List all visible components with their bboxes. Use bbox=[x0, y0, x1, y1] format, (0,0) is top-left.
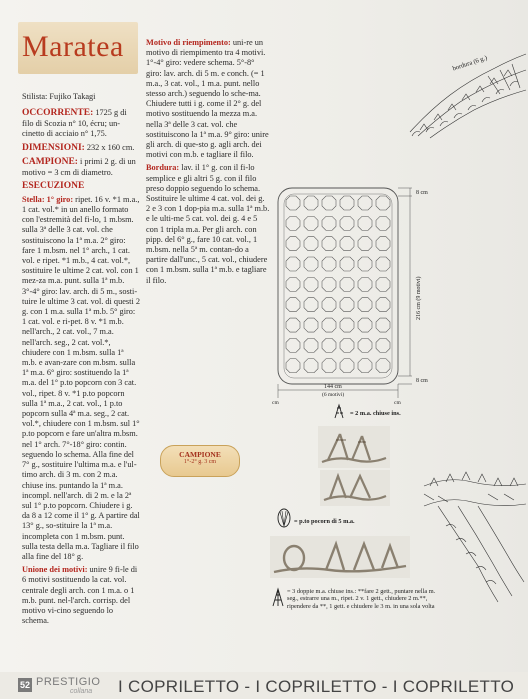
legend-3dma: = 3 doppie m.a. chiuse ins.: **fare 2 gett., puntare nella m. seg., estrarre una m., ripet. 2 v. 1 gett., chiudere 2 m.**, ripendere da **, 1 gett. e chiudere le 3 m. in una sola volta bbox=[287, 588, 436, 610]
dim-width: 144 cm bbox=[324, 384, 342, 390]
dimensioni-paragraph: DIMENSIONI: 232 x 160 cm. bbox=[22, 142, 135, 153]
motif-octagon bbox=[322, 237, 336, 251]
motif-octagon bbox=[358, 196, 372, 210]
motif-octagon bbox=[376, 338, 390, 352]
motif-octagon bbox=[304, 257, 318, 271]
motif-octagon bbox=[358, 277, 372, 291]
campione-paragraph: CAMPIONE: i primi 2 g. di un motivo = 3 cm di diametro. bbox=[22, 156, 136, 177]
motif-octagon bbox=[358, 216, 372, 230]
motif-octagon bbox=[304, 216, 318, 230]
motif-octagon bbox=[358, 338, 372, 352]
cm-right: cm bbox=[394, 400, 401, 406]
motif-octagon bbox=[358, 237, 372, 251]
legend-2ma: = 2 m.a. chiuse ins. bbox=[350, 410, 401, 417]
bordura-diagram-top bbox=[400, 40, 528, 140]
motif-octagon bbox=[358, 359, 372, 373]
stitch-symbol-3dma bbox=[270, 586, 286, 608]
motif-octagon bbox=[358, 257, 372, 271]
motif-octagon bbox=[286, 298, 300, 312]
left-column bbox=[22, 92, 140, 629]
motif-octagon bbox=[286, 359, 300, 373]
motif-octagon bbox=[322, 277, 336, 291]
esecuzione-heading: ESECUZIONE bbox=[22, 180, 85, 191]
motif-octagon bbox=[340, 318, 354, 332]
bordura-label: bordura (6 g.) bbox=[451, 54, 489, 73]
motif-octagon bbox=[304, 359, 318, 373]
motif-octagon bbox=[286, 338, 300, 352]
motif-octagon bbox=[376, 359, 390, 373]
motif-octagon bbox=[376, 298, 390, 312]
riempimento-paragraph: Motivo di riempimento: uni-re un motivo di riempimento tra 4 motivi. 1°-4° giro: vedere schema. 5°-8° giro: lav. arch. di 5 m. e conch. (= 1 m.a., 3 cat. vol., 1 m.a. punt. nello stesso arch.) seguendo lo sche-ma. Chiudere tutti i g. come il 2° g. del motivo sostituendo la mezza m.a. nella 3ª delle 3 cat. vol. che sostituiscono la 1ª m.a. 9° giro: unire gli arch. di que-sto g. agli arch. dei motivi con m.b. e tagliare il filo. bbox=[146, 38, 269, 160]
motif-octagon bbox=[304, 318, 318, 332]
dim-top: 8 cm bbox=[416, 190, 428, 196]
motif-octagon bbox=[286, 216, 300, 230]
motif-octagon bbox=[376, 277, 390, 291]
bordura-diagram-right bbox=[418, 466, 528, 606]
unione-paragraph: Unione dei motivi: unire 9 fi-le di 6 motivi sostituendo la cat. vol. centrale degli arch. con 1 m.a. o 1 m.b. punt. nel-l'arch. corrisp. del motivo vi-cino seguendo lo schema. bbox=[22, 565, 138, 626]
legend-popcorn: = p.to pocorn di 5 m.a. bbox=[294, 518, 355, 525]
stella-paragraph: Stella: 1° giro: ripet. 16 v. *1 m.a., 1 cat. vol.* in un anello formato con l'estremità del fi-lo, 1 m.bsm. sulla 3ª delle 3 cat. vol. che sostituiscono la 1ª m.a. 2° giro: fare 1 m.bsm. nel 1° arch., 1 cat. vol. e ripet. *1 m.b., 4 cat. vol.*, sostituire le ultime 2 cat. vol. con 1 mez-za m.a. punt. sulla 1ª m.b. 3°-4° giro: lav. arch. di 5 m., sosti-tuire le ultime 3 cat. vol. di questi 2 g. con 1 m.a. sulla 1ª m.b. 5° giro: 1 cat. vol. e ri-pet. 8 v. *1 m.b. nell'arch., 2 cat. vol., 7 m.a. nell'arch. seg., 2 cat. vol.*, chiudere con 1 m.bsm. sulla 1ª m.b. e avan-zare con m.bsm. sulla 1ª m.a. 6° giro: sostituendo la 1ª m.a. del 1° p.to popcorn con 3 cat. vol., ripet. 8 v. *1 p.to popcorn sulla 1ª m.a., 2 cat. vol., 1 p.to popcorn sulla 4ª m.a. seg., 2 cat. vol.*, chiudere con 1 m.bsm. sul 1° p.to popcorn e fare un'altra m.bsm. nel 1° arch. 7°-18° giro: contin. seguendo lo schema. Alla fine del 7° g., sostituire l'ultima m.a. e l'ul-timo arch. di 3 m. con 2 m.a. chiuse ins. puntando la 1ª m.a. incompl. nell'arch. di 2 m. e la 2ª sul 1° p.to popcorn. Chiudere i g. da 8 a 12 come il 1° g. A partire dal 13° g., so-stituire la 1ª m.a. incompleta con 1 m.bsm. punt. sulla testa della m.a. Tagliare il filo alla fine del 18° g. bbox=[22, 194, 140, 561]
motif-octagon bbox=[322, 359, 336, 373]
brand-sub: collana bbox=[70, 688, 93, 695]
page-number: 52 bbox=[19, 680, 30, 690]
dim-bottom-right: 8 cm bbox=[416, 378, 428, 384]
stitch-photo-3 bbox=[270, 536, 410, 578]
motif-octagon bbox=[340, 257, 354, 271]
motif-octagon bbox=[322, 216, 336, 230]
motif-octagon bbox=[376, 318, 390, 332]
footer-running-title: I COPRILETTO - I COPRILETTO - I COPRILETTO bbox=[118, 677, 515, 696]
cm-left: cm bbox=[272, 400, 279, 406]
motif-octagon bbox=[340, 196, 354, 210]
bedspread-diagram bbox=[258, 180, 448, 410]
middle-column bbox=[146, 38, 270, 289]
dim-width-sub: (6 motivi) bbox=[322, 392, 345, 398]
stitch-photo-1 bbox=[318, 426, 390, 468]
pattern-title: Maratea bbox=[22, 30, 124, 63]
motif-octagon bbox=[340, 216, 354, 230]
motif-octagon bbox=[376, 196, 390, 210]
motif-octagon bbox=[376, 237, 390, 251]
motif-octagon bbox=[304, 237, 318, 251]
dim-right: 216 cm (9 motivi) bbox=[416, 276, 422, 320]
motif-octagon bbox=[322, 298, 336, 312]
popcorn-icon bbox=[276, 508, 292, 532]
motif-octagon bbox=[304, 277, 318, 291]
motif-octagon bbox=[286, 196, 300, 210]
motif-octagon bbox=[304, 298, 318, 312]
stitch-photo-2 bbox=[320, 470, 390, 506]
motif-octagon bbox=[358, 318, 372, 332]
bordura-paragraph: Bordura: lav. il 1° g. con il fi-lo semplice e gli altri 5 g. con il filo preso doppio seguendo lo schema. Sostituire le ultime 4 cat. vol. dei g. 2 e 3 con 1 dop-pia m.a. sulla 1ª m.b. e le ulti-me 5 cat. vol. dei g. 4 e 5 con 1 tripla m.a. Per gli arch. con pipp. del 6° g., fare 10 cat. vol., 1 m.bsm. nella 5ª m. contan-do a partire dall'unc., 5 cat. vol., chiudere con 1 m.bsm. sulla 1ª m.b. e tagliare il filo. bbox=[146, 163, 270, 285]
motif-octagon bbox=[322, 257, 336, 271]
stilista-line: Stilista: Fujiko Takagi bbox=[22, 92, 96, 101]
motif-octagon bbox=[340, 237, 354, 251]
motif-octagon bbox=[376, 257, 390, 271]
motif-octagon bbox=[322, 338, 336, 352]
motif-octagon bbox=[322, 318, 336, 332]
motif-octagon bbox=[286, 318, 300, 332]
stitch-symbol-2ma bbox=[330, 402, 348, 420]
motif-octagon bbox=[304, 196, 318, 210]
motif-octagon bbox=[322, 196, 336, 210]
motif-octagon bbox=[376, 216, 390, 230]
motif-octagon bbox=[286, 237, 300, 251]
motif-octagon bbox=[340, 338, 354, 352]
motif-octagon bbox=[286, 277, 300, 291]
motif-octagon bbox=[340, 359, 354, 373]
motif-octagon bbox=[358, 298, 372, 312]
motif-octagon bbox=[304, 338, 318, 352]
occorrente-paragraph: OCCORRENTE: 1725 g di filo di Scozia n° 10, écru; un-cinetto di acciaio n° 1,75. bbox=[22, 108, 127, 139]
motif-octagon bbox=[340, 277, 354, 291]
motif-octagon bbox=[340, 298, 354, 312]
motif-octagon bbox=[286, 257, 300, 271]
campione-badge: CAMPIONE 1°-2° g. 3 cm bbox=[160, 445, 240, 477]
brand-name: PRESTIGIO bbox=[36, 676, 101, 688]
